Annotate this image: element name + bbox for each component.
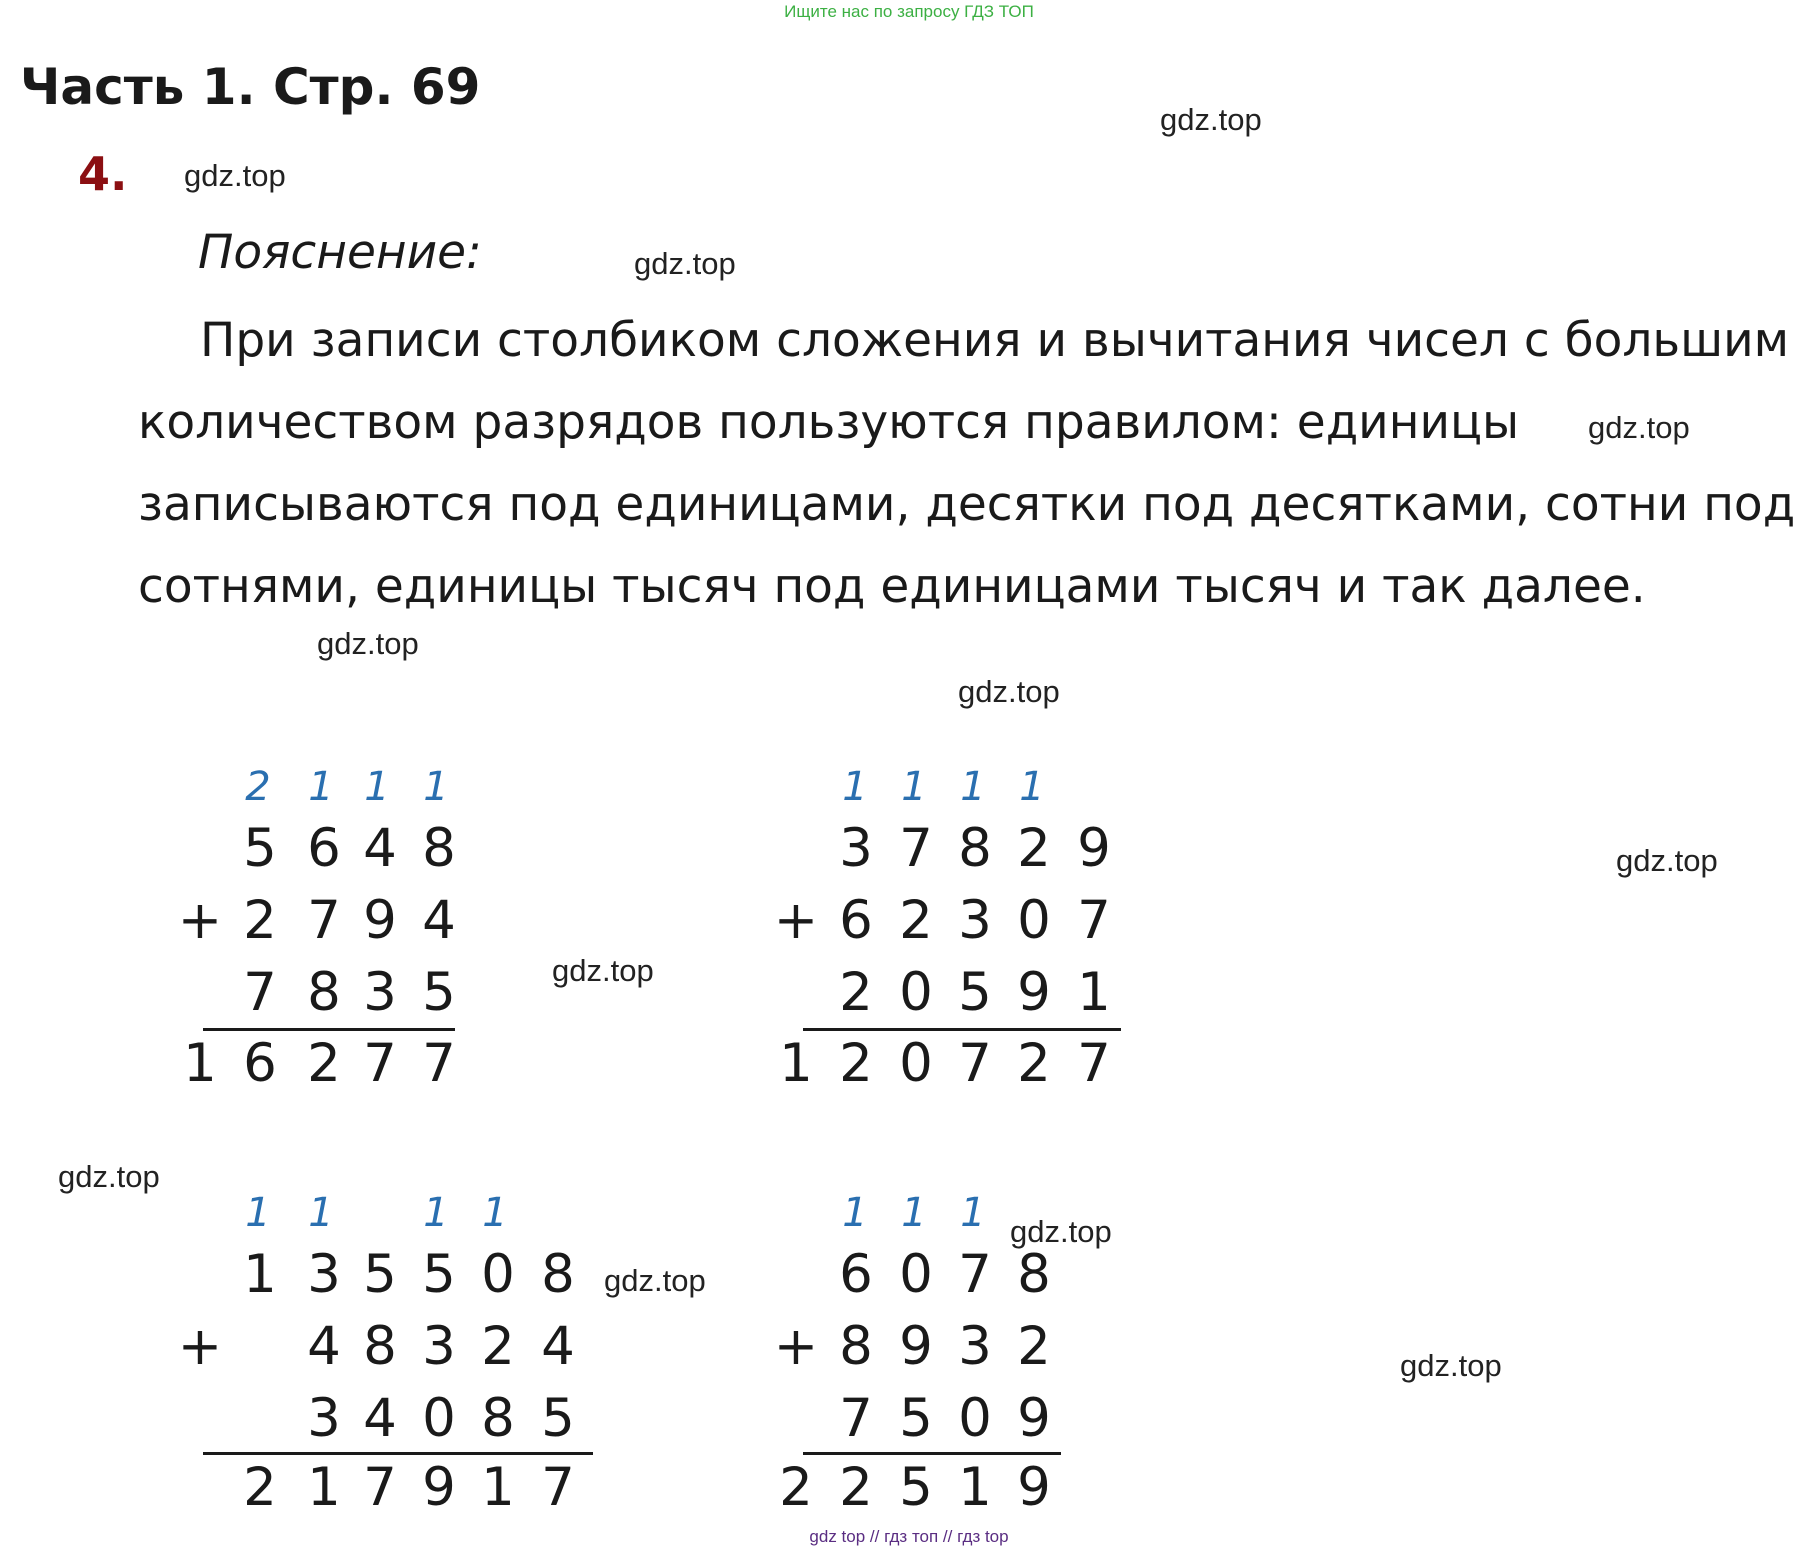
watermark: gdz.top: [1160, 102, 1262, 137]
carry-digit: 1: [901, 1190, 927, 1236]
watermark: gdz.top: [604, 1263, 706, 1298]
digit: 3: [307, 1388, 341, 1449]
sum-line: [203, 1028, 455, 1031]
digit: 4: [363, 1388, 397, 1449]
digit: 4: [307, 1316, 341, 1377]
digit: 2: [1017, 818, 1051, 879]
result-digit: 2: [839, 1033, 873, 1094]
sum-line: [803, 1452, 1061, 1455]
plus-sign: +: [177, 890, 223, 951]
carry-digit: 1: [842, 764, 868, 810]
digit: 0: [899, 962, 933, 1023]
digit: 8: [307, 962, 341, 1023]
plus-sign: +: [177, 1316, 223, 1377]
digit: 3: [958, 1316, 992, 1377]
digit: 3: [363, 962, 397, 1023]
digit: 8: [363, 1316, 397, 1377]
digit: 1: [243, 1244, 277, 1305]
digit: 0: [481, 1244, 515, 1305]
digit: 3: [839, 818, 873, 879]
result-digit: 7: [422, 1033, 456, 1094]
result-digit: 9: [422, 1457, 456, 1518]
digit: 6: [307, 818, 341, 879]
digit: 6: [839, 890, 873, 951]
digit: 8: [1017, 1244, 1051, 1305]
digit: 4: [541, 1316, 575, 1377]
digit: 3: [307, 1244, 341, 1305]
result-digit: 7: [958, 1033, 992, 1094]
digit: 4: [422, 890, 456, 951]
page-title: Часть 1. Стр. 69: [20, 58, 481, 116]
digit: 6: [839, 1244, 873, 1305]
result-digit: 5: [899, 1457, 933, 1518]
result-digit: 7: [363, 1033, 397, 1094]
digit: 5: [958, 962, 992, 1023]
sum-line: [803, 1028, 1121, 1031]
digit: 8: [481, 1388, 515, 1449]
result-digit: 0: [899, 1033, 933, 1094]
watermark: gdz.top: [1400, 1348, 1502, 1383]
watermark: gdz.top: [958, 674, 1060, 709]
digit: 4: [363, 818, 397, 879]
carry-digit: 1: [308, 1190, 334, 1236]
carry-digit: 1: [901, 764, 927, 810]
carry-digit: 1: [423, 764, 449, 810]
result-digit: 9: [1017, 1457, 1051, 1518]
digit: 8: [422, 818, 456, 879]
carry-digit: 1: [842, 1190, 868, 1236]
paragraph-line: сотнями, единицы тысяч под единицами тысяч и так далее.: [138, 559, 1646, 614]
digit: 7: [899, 818, 933, 879]
carry-digit: 1: [308, 764, 334, 810]
carry-digit: 1: [245, 1190, 271, 1236]
top-banner: Ищите нас по запросу ГДЗ ТОП: [784, 2, 1034, 21]
result-digit: 1: [958, 1457, 992, 1518]
digit: 7: [958, 1244, 992, 1305]
digit: 5: [363, 1244, 397, 1305]
result-digit: 2: [779, 1457, 813, 1518]
digit: 2: [481, 1316, 515, 1377]
digit: 2: [899, 890, 933, 951]
paragraph-line: количеством разрядов пользуются правилом: единицы: [138, 395, 1520, 450]
digit: 9: [1077, 818, 1111, 879]
digit: 5: [422, 1244, 456, 1305]
digit: 5: [541, 1388, 575, 1449]
digit: 2: [1017, 1316, 1051, 1377]
digit: 0: [422, 1388, 456, 1449]
watermark: gdz.top: [317, 626, 419, 661]
result-digit: 7: [1077, 1033, 1111, 1094]
plus-sign: +: [773, 1316, 819, 1377]
result-digit: 2: [839, 1457, 873, 1518]
digit: 2: [243, 890, 277, 951]
digit: 8: [541, 1244, 575, 1305]
result-digit: 2: [243, 1457, 277, 1518]
result-digit: 2: [1017, 1033, 1051, 1094]
digit: 0: [899, 1244, 933, 1305]
digit: 5: [899, 1388, 933, 1449]
paragraph-line: При записи столбиком сложения и вычитания чисел с большим: [200, 313, 1790, 368]
digit: 1: [1077, 962, 1111, 1023]
result-digit: 7: [541, 1457, 575, 1518]
watermark: gdz.top: [58, 1159, 160, 1194]
digit: 0: [958, 1388, 992, 1449]
task-number: 4.: [78, 147, 128, 201]
watermark: gdz.top: [1588, 410, 1690, 445]
digit: 2: [839, 962, 873, 1023]
carry-digit: 1: [960, 1190, 986, 1236]
digit: 5: [422, 962, 456, 1023]
digit: 8: [839, 1316, 873, 1377]
watermark: gdz.top: [1010, 1214, 1112, 1249]
carry-digit: 2: [245, 764, 271, 810]
result-digit: 6: [243, 1033, 277, 1094]
digit: 9: [363, 890, 397, 951]
result-digit: 1: [779, 1033, 813, 1094]
watermark: gdz.top: [1616, 843, 1718, 878]
digit: 9: [1017, 1388, 1051, 1449]
plus-sign: +: [773, 890, 819, 951]
digit: 3: [958, 890, 992, 951]
carry-digit: 1: [364, 764, 390, 810]
result-digit: 1: [307, 1457, 341, 1518]
carry-digit: 1: [482, 1190, 508, 1236]
bottom-watermark: gdz top // гдз топ // гдз top: [809, 1527, 1009, 1546]
carry-digit: 1: [1019, 764, 1045, 810]
result-digit: 2: [307, 1033, 341, 1094]
watermark: gdz.top: [184, 158, 286, 193]
result-digit: 7: [363, 1457, 397, 1518]
digit: 7: [243, 962, 277, 1023]
explanation-paragraph: [138, 300, 1818, 628]
digit: 7: [839, 1388, 873, 1449]
digit: 5: [243, 818, 277, 879]
watermark: gdz.top: [552, 953, 654, 988]
paragraph-line: записываются под единицами, десятки под десятками, сотни под: [138, 477, 1796, 532]
result-digit: 1: [183, 1033, 217, 1094]
sum-line: [203, 1452, 593, 1455]
digit: 0: [1017, 890, 1051, 951]
explanation-heading: Пояснение:: [198, 225, 482, 280]
digit: 9: [899, 1316, 933, 1377]
carry-digit: 1: [423, 1190, 449, 1236]
digit: 8: [958, 818, 992, 879]
carry-digit: 1: [960, 764, 986, 810]
result-digit: 1: [481, 1457, 515, 1518]
digit: 7: [1077, 890, 1111, 951]
digit: 9: [1017, 962, 1051, 1023]
digit: 3: [422, 1316, 456, 1377]
watermark: gdz.top: [634, 246, 736, 281]
digit: 7: [307, 890, 341, 951]
